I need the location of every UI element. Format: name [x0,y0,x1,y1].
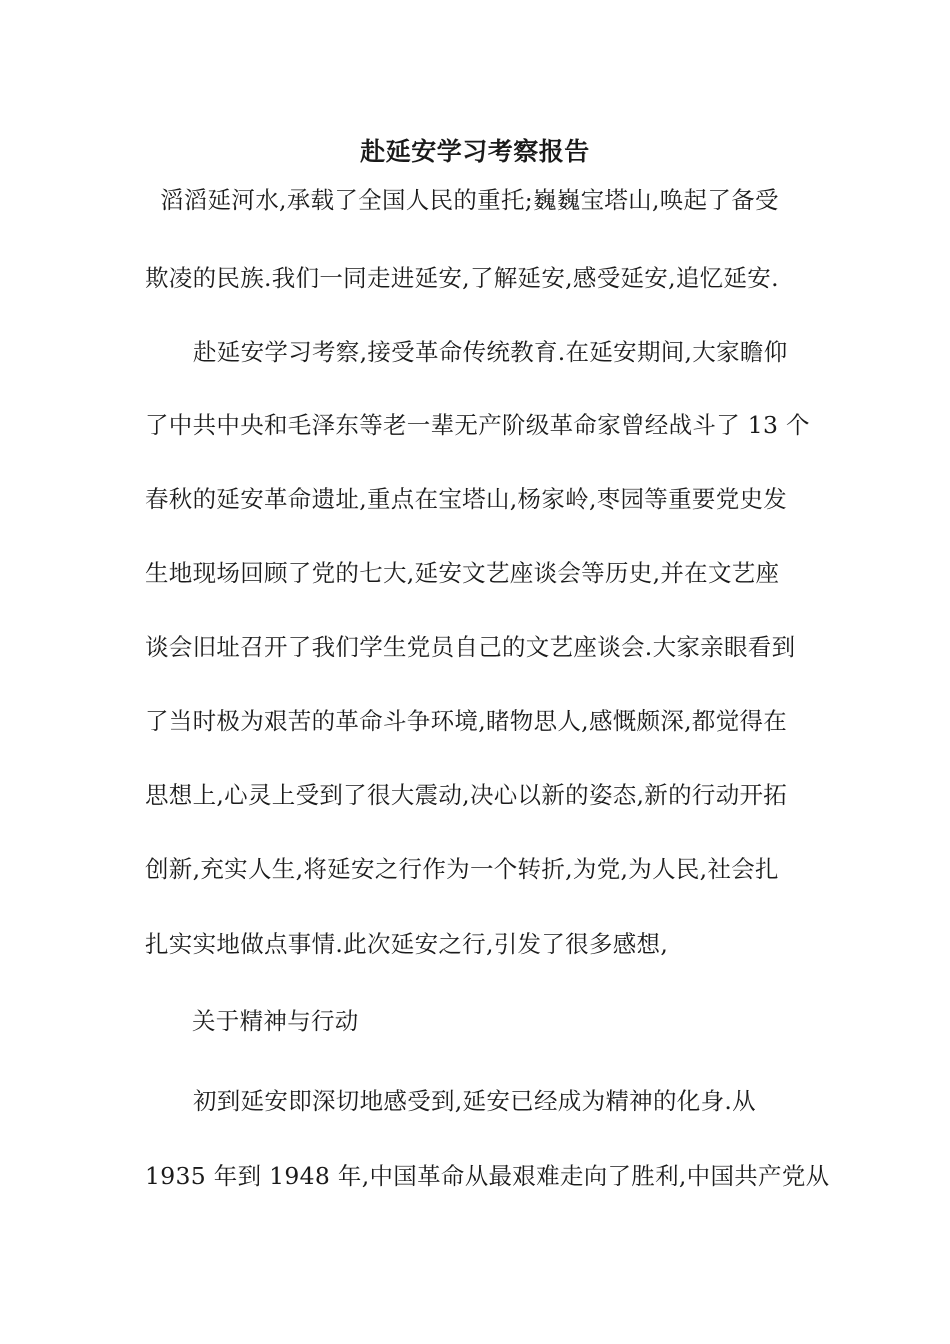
paragraph-line: 扎实实地做点事情.此次延安之行,引发了很多感想, [145,930,669,958]
paragraph-line: 生地现场回顾了党的七大,延安文艺座谈会等历史,并在文艺座 [145,559,780,587]
paragraph-line: 春秋的延安革命遗址,重点在宝塔山,杨家岭,枣园等重要党史发 [145,485,788,513]
paragraph-line: 赴延安学习考察,接受革命传统教育.在延安期间,大家瞻仰 [193,338,788,366]
document-title: 赴延安学习考察报告 [360,137,590,166]
paragraph-line: 了当时极为艰苦的革命斗争环境,睹物思人,感慨颇深,都觉得在 [145,707,788,735]
section-heading: 关于精神与行动 [192,1007,359,1035]
paragraph-line: 1935 年到 1948 年,中国革命从最艰难走向了胜利,中国共产党从 [145,1162,830,1190]
paragraph-line: 欺凌的民族.我们一同走进延安,了解延安,感受延安,追忆延安. [145,264,779,292]
paragraph-line: 初到延安即深切地感受到,延安已经成为精神的化身.从 [193,1087,756,1115]
paragraph-line: 思想上,心灵上受到了很大震动,决心以新的姿态,新的行动开拓 [145,781,788,809]
paragraph-line: 谈会旧址召开了我们学生党员自己的文艺座谈会.大家亲眼看到 [145,633,796,661]
paragraph-line: 滔滔延河水,承载了全国人民的重托;巍巍宝塔山,唤起了备受 [160,186,779,214]
paragraph-line: 了中共中央和毛泽东等老一辈无产阶级革命家曾经战斗了 13 个 [145,411,810,439]
paragraph-line: 创新,充实人生,将延安之行作为一个转折,为党,为人民,社会扎 [145,855,779,883]
